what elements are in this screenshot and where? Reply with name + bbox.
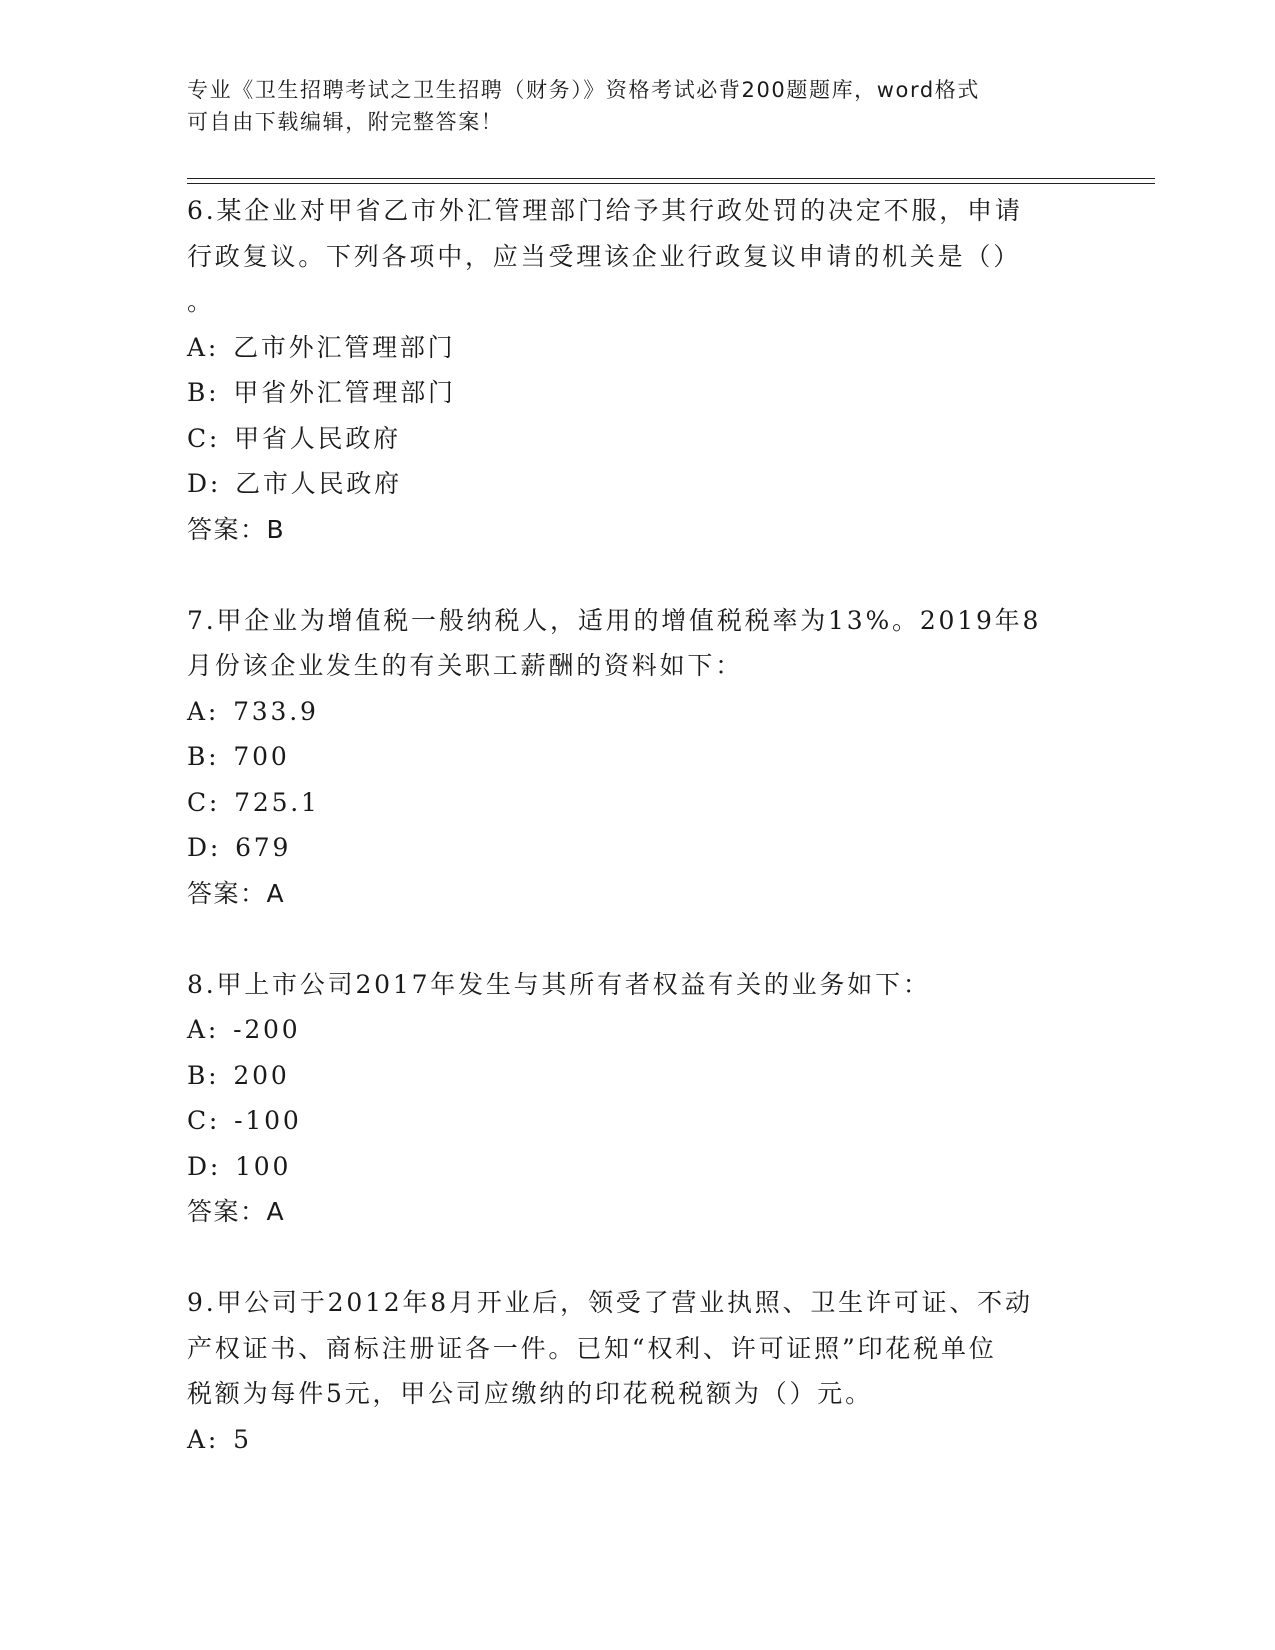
option-d xyxy=(187,825,1087,871)
option-d xyxy=(187,1144,1087,1190)
option-b xyxy=(187,1053,1087,1099)
option-label: B: xyxy=(187,742,220,771)
question-9 xyxy=(187,1280,1087,1462)
option-label: B: xyxy=(187,1060,220,1090)
option-a xyxy=(187,689,1087,735)
option-text: 100 xyxy=(235,1151,292,1181)
option-text: -200 xyxy=(233,1015,301,1044)
option-label: A: xyxy=(187,1015,220,1044)
option-c xyxy=(187,416,1087,462)
option-text: 甲省外汇管理部门 xyxy=(233,378,456,407)
option-label: C: xyxy=(187,423,221,453)
option-text: 乙市人民政府 xyxy=(235,469,402,498)
question-text-line: 9.甲公司于2012年8月开业后，领受了营业执照、卫生许可证、不动 xyxy=(187,1288,1033,1317)
option-text: 乙市外汇管理部门 xyxy=(233,332,456,362)
question-6 xyxy=(187,188,1087,552)
document-header xyxy=(187,74,1077,138)
option-a xyxy=(187,1417,1087,1463)
option-label: C: xyxy=(187,787,221,817)
question-text-line: 8.甲上市公司2017年发生与其所有者权益有关的业务如下： xyxy=(187,969,931,999)
option-text: 5 xyxy=(233,1424,252,1454)
option-c xyxy=(187,780,1087,826)
option-label: B: xyxy=(187,378,220,407)
option-text: 679 xyxy=(235,833,292,862)
option-label: C: xyxy=(187,1106,221,1135)
question-text-line: 6.某企业对甲省乙市外汇管理部门给予其行政处罚的决定不服，申请 xyxy=(187,196,1023,225)
option-text: 甲省人民政府 xyxy=(234,423,401,453)
header-divider-bottom xyxy=(187,183,1155,184)
spacer xyxy=(187,552,1087,598)
option-text: 733.9 xyxy=(233,696,319,726)
question-list xyxy=(187,188,1087,1462)
option-b xyxy=(187,734,1087,780)
question-text-line: 产权证书、商标注册证各一件。已知“权利、许可证照”印花税单位 xyxy=(187,1333,997,1363)
option-c xyxy=(187,1098,1087,1144)
option-text: -100 xyxy=(234,1106,302,1135)
question-text-line: 7.甲企业为增值税一般纳税人，适用的增值税税率为13%。2019年8 xyxy=(187,605,1042,635)
option-label: D: xyxy=(187,833,222,862)
spacer xyxy=(187,916,1087,962)
header-line-2: 可自由下载编辑，附完整答案！ xyxy=(187,110,504,134)
option-d xyxy=(187,461,1087,507)
option-label: D: xyxy=(187,1151,222,1181)
option-text: 725.1 xyxy=(234,787,320,817)
header-divider-top xyxy=(187,178,1155,179)
header-line-1: 专业《卫生招聘考试之卫生招聘（财务）》资格考试必背200题题库，word格式 xyxy=(187,78,980,102)
question-7 xyxy=(187,598,1087,917)
option-label: A: xyxy=(187,332,220,362)
option-text: 700 xyxy=(233,742,290,771)
option-text: 200 xyxy=(233,1060,290,1090)
question-text-line: 月份该企业发生的有关职工薪酬的资料如下： xyxy=(187,651,744,680)
option-a xyxy=(187,325,1087,371)
answer-line: 答案：B xyxy=(187,514,286,544)
answer-line: 答案：A xyxy=(187,878,286,908)
question-text-line: 税额为每件5元，甲公司应缴纳的印花税税额为（）元。 xyxy=(187,1379,873,1408)
question-text-line: 。 xyxy=(187,287,215,316)
question-8 xyxy=(187,962,1087,1235)
option-label: A: xyxy=(187,696,220,726)
option-label: A: xyxy=(187,1424,220,1454)
option-b xyxy=(187,370,1087,416)
option-label: D: xyxy=(187,469,222,498)
question-text-line: 行政复议。下列各项中，应当受理该企业行政复议申请的机关是（） xyxy=(187,241,1022,271)
spacer xyxy=(187,1235,1087,1281)
answer-line: 答案：A xyxy=(187,1197,286,1226)
option-a xyxy=(187,1007,1087,1053)
